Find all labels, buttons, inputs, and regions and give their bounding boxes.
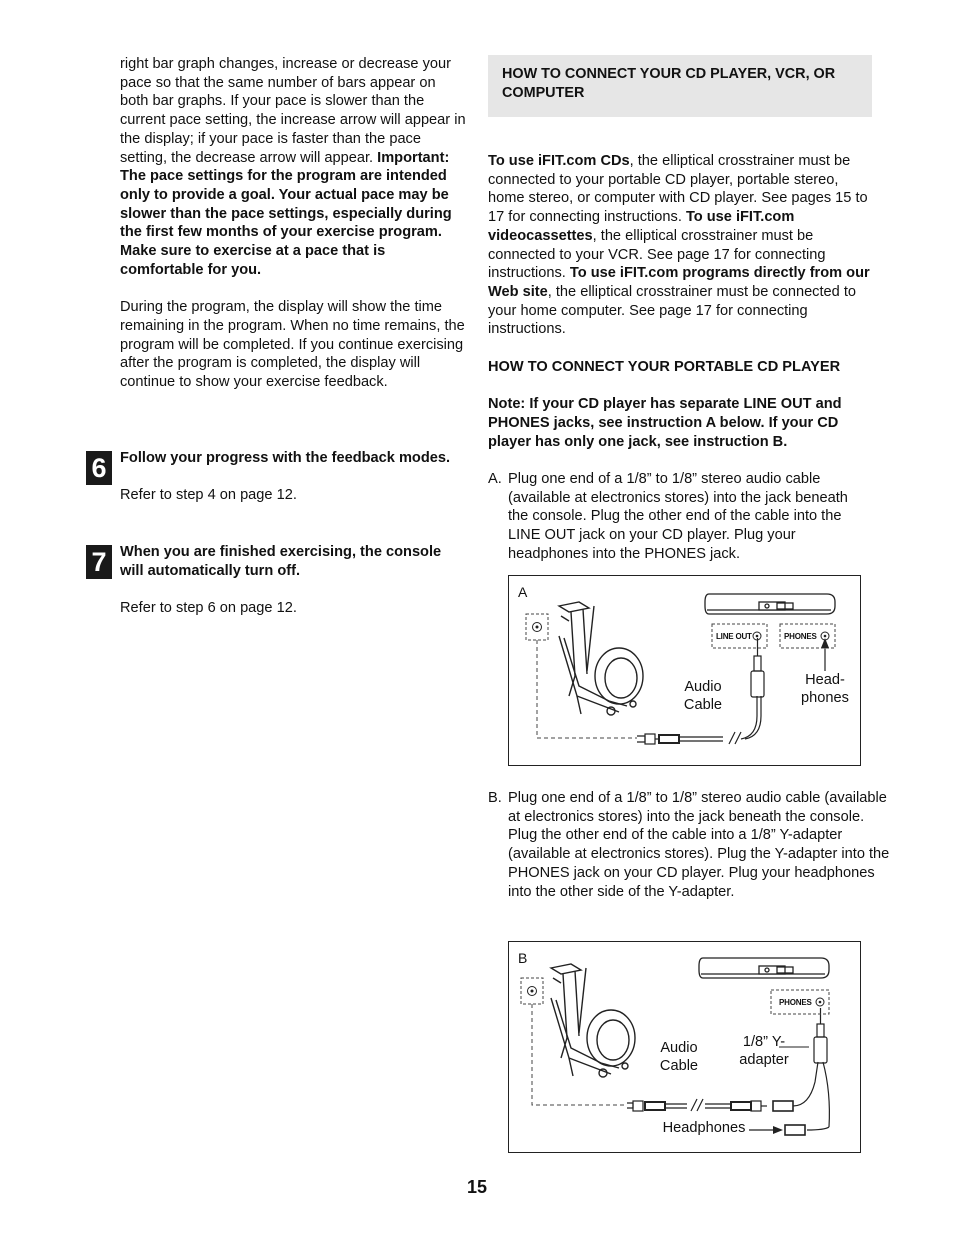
headphones-callout: Head- phones (801, 672, 849, 706)
line-out-label: LINE OUT (716, 632, 752, 641)
figure-a-drawing (509, 576, 860, 765)
step-7 (120, 543, 466, 618)
elliptical-icon (559, 602, 643, 715)
program-paragraph: During the program, the display will show the time remaining in the program. When no time remains, the program will be completed. If you continue exercising after the program is completed, the display will continue to show your exercise feedback. (120, 299, 465, 390)
step-7-body: Refer to step 6 on page 12. (120, 600, 297, 617)
subheading: HOW TO CONNECT YOUR PORTABLE CD PLAYER (488, 358, 841, 375)
ifit-paragraph: To use iFIT.com CDs, the elliptical crosstrainer must be connected to your portable CD player, portable stereo, home stereo, or computer with CD player. See pages 15 to 17 for connecting instructions. To use iFIT.com videocassettes, the elliptical crosstrainer must be connected to your VCR. See page 17 for connecting instructions. To use iFIT.com programs directly from our Web site, the elliptical crosstrainer must be connected to your home computer. See page 17 for connecting instructions. (488, 153, 870, 338)
step-6 (120, 449, 466, 505)
step-7-number: 7 (86, 545, 112, 579)
page-number: 15 (466, 1177, 488, 1197)
important-note: Important: The pace settings for the program are intended only to provide a goal. Your actual pace may be slower than the pace settings, especially during the first few months of your exercise program. Make sure to exercise at a pace that is comfortable for you. (120, 149, 452, 278)
step-6-number: 6 (86, 451, 112, 485)
y-adapter-callout: 1/8” Y-adapter (739, 1034, 789, 1068)
note: Note: If your CD player has separate LINE OUT and PHONES jacks, see instruction A below. If your CD player has only one jack, see instruction B. (488, 396, 842, 450)
y-adapter-icon (773, 1008, 829, 1135)
step-7-title: When you are finished exercising, the console will automatically turn off. (120, 544, 442, 579)
instruction-a: A. Plug one end of a 1/8” to 1/8” stereo audio cable (available at electronics stores) into the jack beneath the console. Plug the other end of the cable into the LINE OUT jack on your CD player. Plug your headphones into the PHONES jack. (488, 470, 848, 562)
instruction-b: B. Plug one end of a 1/8” to 1/8” stereo audio cable (available at electronics stores) into the jack beneath the console. Plug the other end of the cable into a 1/8” Y-adapter (available at electronics stores). Plug the Y-adapter into the PHONES jack on your CD player. Plug your headphones into the other side of the Y-adapter. (488, 790, 890, 900)
figure-b (508, 941, 861, 1153)
step-6-body: Refer to step 4 on page 12. (120, 487, 297, 504)
pace-paragraph: right bar graph changes, increase or decrease your pace so that the same number of bars appear on both bar graphs. If your pace is slower than the current pace setting, the increase arrow will appear in the display; if your pace is faster than the pace setting, the decrease arrow will appear. Important: The pace settings for the program are intended only to provide a goal. Your actual pace may be slower than the pace settings, especially during the first few months of your exercise program. Make sure to exercise at a pace that is comfortable for you. (120, 56, 466, 278)
figure-a (508, 575, 861, 766)
figure-b-label: B (518, 950, 528, 966)
audio-cable-icon (627, 1099, 767, 1111)
step-6-title: Follow your progress with the feedback modes. (120, 450, 451, 466)
phones-label: PHONES (779, 998, 812, 1007)
cd-player-icon (699, 958, 829, 978)
figure-a-label: A (518, 584, 528, 600)
audio-cable-callout: Audio Cable (659, 1040, 699, 1074)
phones-label: PHONES (784, 632, 817, 641)
headphones-callout: Headphones (662, 1120, 746, 1136)
elliptical-icon (551, 964, 635, 1077)
section-heading: HOW TO CONNECT YOUR CD PLAYER, VCR, OR COMPUTER (488, 55, 872, 117)
audio-cable-callout: Audio Cable (683, 679, 723, 713)
right-column (488, 55, 872, 563)
left-column (120, 55, 466, 392)
cd-player-icon (705, 594, 835, 614)
